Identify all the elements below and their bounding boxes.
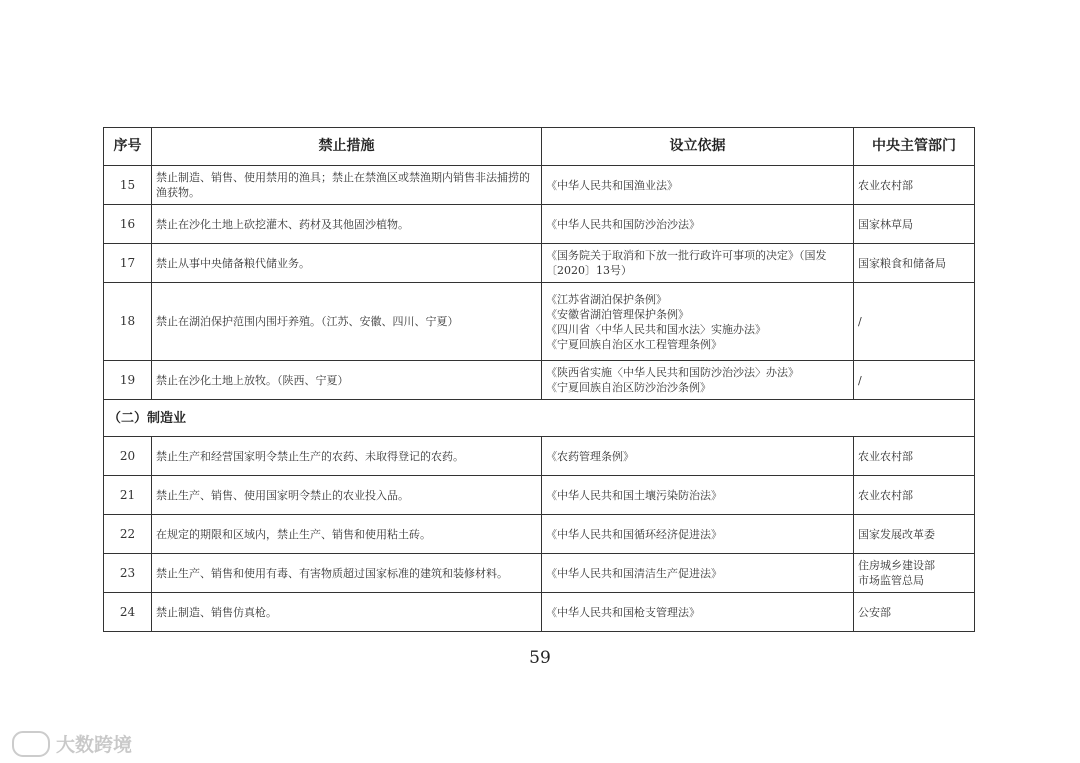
basis-line: 《中华人民共和国土壤污染防治法》 [546, 488, 722, 502]
row-number: 18 [104, 283, 152, 361]
row-basis [542, 515, 854, 554]
table-header [104, 128, 975, 166]
watermark-logo-icon [12, 731, 50, 757]
row-department [854, 476, 975, 515]
table-row [104, 205, 975, 244]
row-measure: 禁止生产和经营国家明令禁止生产的农药、未取得登记的农药。 [152, 437, 542, 476]
table-row [104, 437, 975, 476]
table-row [104, 515, 975, 554]
row-number: 20 [104, 437, 152, 476]
row-department [854, 593, 975, 632]
department-line: 农业农村部 [858, 449, 913, 463]
basis-line: 《四川省〈中华人民共和国水法〉实施办法》 [546, 322, 766, 336]
table-row [104, 283, 975, 361]
table-row [104, 593, 975, 632]
department-line: 住房城乡建设部 [858, 559, 935, 572]
section-heading: （二）制造业 [104, 400, 975, 437]
department-line: 国家发展改革委 [858, 527, 935, 541]
row-basis [542, 166, 854, 205]
row-measure: 禁止在沙化土地上砍挖灌木、药材及其他固沙植物。 [152, 205, 542, 244]
row-department [854, 244, 975, 283]
row-measure: 禁止从事中央储备粮代储业务。 [152, 244, 542, 283]
row-department [854, 283, 975, 361]
basis-line: 《农药管理条例》 [546, 449, 634, 463]
basis-line: 《国务院关于取消和下放一批行政许可事项的决定》（国发〔2020〕13号） [546, 249, 827, 277]
table-row [104, 554, 975, 593]
header-measure: 禁止措施 [152, 128, 542, 166]
row-number: 22 [104, 515, 152, 554]
row-measure: 禁止在沙化土地上放牧。（陕西、宁夏） [152, 361, 542, 400]
row-number: 17 [104, 244, 152, 283]
department-line: 公安部 [858, 605, 891, 619]
row-measure: 禁止生产、销售和使用有毒、有害物质超过国家标准的建筑和装修材料。 [152, 554, 542, 593]
basis-line: 《中华人民共和国防沙治沙法》 [546, 217, 700, 231]
row-basis [542, 205, 854, 244]
row-department [854, 205, 975, 244]
row-department [854, 166, 975, 205]
row-department [854, 437, 975, 476]
department-line: 国家粮食和储备局 [858, 256, 946, 270]
row-basis [542, 593, 854, 632]
row-number: 23 [104, 554, 152, 593]
department-line: / [858, 315, 862, 328]
table-row [104, 476, 975, 515]
table-row [104, 166, 975, 205]
department-line: 农业农村部 [858, 178, 913, 192]
row-basis [542, 244, 854, 283]
row-number: 16 [104, 205, 152, 244]
row-basis [542, 476, 854, 515]
basis-line: 《中华人民共和国循环经济促进法》 [546, 527, 722, 541]
basis-line: 《中华人民共和国枪支管理法》 [546, 605, 700, 619]
watermark-text: 大数跨境 [56, 734, 133, 756]
row-basis [542, 554, 854, 593]
row-department [854, 361, 975, 400]
basis-line: 《中华人民共和国清洁生产促进法》 [546, 566, 722, 580]
row-number: 24 [104, 593, 152, 632]
watermark [12, 730, 132, 757]
row-measure: 禁止在湖泊保护范围内围圩养殖。（江苏、安徽、四川、宁夏） [152, 283, 542, 361]
row-measure: 禁止制造、销售仿真枪。 [152, 593, 542, 632]
row-basis [542, 437, 854, 476]
row-department [854, 554, 975, 593]
table-row [104, 244, 975, 283]
department-line: 国家林草局 [858, 217, 913, 231]
page-number: 59 [529, 648, 551, 668]
header-number: 序号 [104, 128, 152, 166]
row-measure: 在规定的期限和区域内，禁止生产、销售和使用粘土砖。 [152, 515, 542, 554]
row-measure: 禁止生产、销售、使用国家明令禁止的农业投入品。 [152, 476, 542, 515]
regulation-table [103, 127, 975, 632]
basis-line: 《陕西省实施〈中华人民共和国防沙治沙法〉办法》 [546, 366, 799, 379]
row-basis [542, 361, 854, 400]
department-line: 农业农村部 [858, 488, 913, 502]
department-line: / [858, 373, 862, 387]
header-basis: 设立依据 [542, 128, 854, 166]
row-number: 21 [104, 476, 152, 515]
table-row [104, 361, 975, 400]
basis-line: 《江苏省湖泊保护条例》 [546, 292, 667, 306]
basis-line: 《安徽省湖泊管理保护条例》 [546, 307, 689, 321]
basis-line: 《中华人民共和国渔业法》 [546, 178, 678, 192]
row-number: 19 [104, 361, 152, 400]
row-measure: 禁止制造、销售、使用禁用的渔具；禁止在禁渔区或禁渔期内销售非法捕捞的渔获物。 [152, 166, 542, 205]
basis-line: 《宁夏回族自治区水工程管理条例》 [546, 337, 722, 351]
row-basis [542, 283, 854, 361]
row-number: 15 [104, 166, 152, 205]
header-department: 中央主管部门 [854, 128, 975, 166]
department-line: 市场监管总局 [858, 574, 924, 587]
row-department [854, 515, 975, 554]
basis-line: 《宁夏回族自治区防沙治沙条例》 [546, 381, 711, 394]
